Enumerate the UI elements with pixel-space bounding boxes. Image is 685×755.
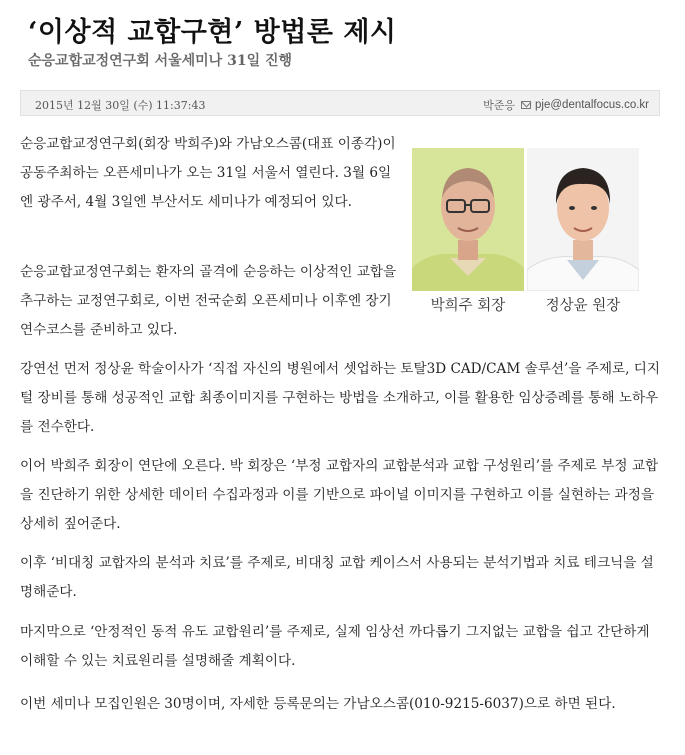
article-title: ‘이상적 교합구현’ 방법론 제시 [28,17,397,48]
article-meta-bar [20,90,660,116]
photo-jeong-sangyun [527,148,639,291]
article-paragraph: 마지막으로 ‘안정적인 동적 유도 교합원리’를 주제로, 실제 임상선 까다롭기 그지없는 교합을 쉽고 간단하게 이해할 수 있는 치료원리를 설명해줄 계획이다. [20,624,650,669]
author-name: 박준응 [483,99,516,112]
photo-caption: 정상윤 원장 [545,298,621,314]
article-paragraph: 강연선 먼저 정상윤 학술이사가 ‘직접 자신의 병원에서 셋업하는 토탈3D CAD/CAM 솔루션’을 주제로, 디지털 장비를 통해 성공적인 교합 최종이미지를 구현하는 방법을 소개하고, 이를 활용한 임상증례를 통해 노하우를 전수한다. [20,361,661,435]
article-paragraph: 순응교합교정연구회(회장 박희주)와 가남오스콤(대표 이종각)이 공동주최하는 오픈세미나가 오는 31일 서울서 열린다. 3월 6일엔 광주서, 4월 3일엔 부산서도 세미나가 예정되어 있다. [20,136,396,210]
article-date: 2015년 12월 30일 (수) 11:37:43 [35,99,206,112]
photo-caption: 박희주 회장 [430,298,506,314]
author-email-link[interactable]: pje@dentalfocus.co.kr [535,99,649,111]
article-paragraph: 이번 세미나 모집인원은 30명이며, 자세한 등록문의는 가남오스콤(010-9215-6037)으로 하면 된다. [20,696,616,712]
article-subtitle: 순응교합교정연구회 서울세미나 31일 진행 [28,53,293,69]
author-info [483,97,649,113]
article-paragraph: 이후 ‘비대칭 교합자의 분석과 치료’를 주제로, 비대칭 교합 케이스서 사용되는 분석기법과 치료 테크닉을 설명해준다. [20,555,654,600]
article-paragraph: 이어 박희주 회장이 연단에 오른다. 박 회장은 ‘부정 교합자의 교합분석과 교합 구성원리’를 주제로 부정 교합을 진단하기 위한 상세한 데이터 수집과정과 이를 기반으로 파이널 이미지를 구현하고 이를 실현하는 과정을 상세히 짚어준다. [20,458,659,532]
photo-park-heeju [412,148,524,291]
photo-group [412,148,640,324]
email-icon [521,101,531,109]
article-paragraph: 순응교합교정연구회는 환자의 골격에 순응하는 이상적인 교합을 추구하는 교정연구회로, 이번 전국순회 오픈세미나 이후엔 장기 연수코스를 준비하고 있다. [20,264,397,338]
